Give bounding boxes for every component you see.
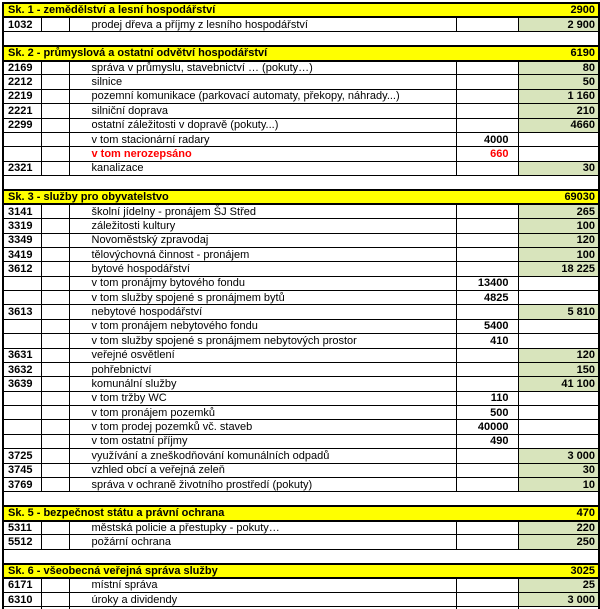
detail-value-cell[interactable]: 5400	[456, 319, 518, 333]
detail-value-cell[interactable]: 13400	[456, 276, 518, 290]
table-row	[3, 204, 599, 218]
code-cell[interactable]: 2299	[3, 118, 41, 132]
blank-cell[interactable]	[41, 463, 69, 477]
detail-value-cell[interactable]	[456, 233, 518, 247]
table-row	[3, 61, 599, 75]
description-cell[interactable]: v tom nerozepsáno	[69, 147, 456, 161]
table-row	[3, 147, 599, 161]
blank-cell[interactable]	[41, 161, 69, 175]
blank-cell[interactable]	[41, 592, 69, 606]
code-cell[interactable]: 3639	[3, 377, 41, 391]
description-cell[interactable]: ostatní záležitosti v dopravě (pokuty...)	[69, 118, 456, 132]
description-cell[interactable]: nebytové hospodářství	[69, 305, 456, 319]
blank-cell[interactable]	[41, 348, 69, 362]
value-cell[interactable]: 4660	[518, 118, 599, 132]
blank-cell[interactable]	[41, 362, 69, 376]
section-row	[3, 506, 599, 520]
table-row	[3, 161, 599, 175]
section-row	[3, 46, 599, 60]
section-total: 6190	[570, 47, 596, 60]
value-cell[interactable]	[518, 276, 599, 290]
blank-cell[interactable]	[41, 118, 69, 132]
code-cell[interactable]	[3, 420, 41, 434]
blank-cell[interactable]	[41, 319, 69, 333]
section-header-cell[interactable]	[3, 190, 599, 204]
description-cell[interactable]: městská policie a přestupky - pokuty…	[69, 521, 456, 535]
blank-cell[interactable]	[41, 334, 69, 348]
code-cell[interactable]	[3, 291, 41, 305]
detail-value-cell[interactable]: 40000	[456, 420, 518, 434]
detail-value-cell[interactable]: 110	[456, 391, 518, 405]
code-cell[interactable]: 3141	[3, 204, 41, 218]
detail-value-cell[interactable]	[456, 305, 518, 319]
description-cell[interactable]: v tom služby spojené s pronájmem bytů	[69, 291, 456, 305]
detail-value-cell[interactable]	[456, 521, 518, 535]
blank-cell[interactable]	[41, 477, 69, 491]
section-header-cell[interactable]	[3, 564, 599, 578]
detail-value-cell[interactable]: 500	[456, 406, 518, 420]
description-cell[interactable]: silniční doprava	[69, 104, 456, 118]
spacer-cell	[3, 492, 599, 506]
table-row	[3, 104, 599, 118]
value-cell[interactable]	[518, 334, 599, 348]
section-total: 2900	[570, 4, 596, 17]
code-cell[interactable]	[3, 276, 41, 290]
description-cell[interactable]: tělovýchovná činnost - pronájem	[69, 247, 456, 261]
blank-cell[interactable]	[41, 391, 69, 405]
code-cell[interactable]: 3612	[3, 262, 41, 276]
detail-value-cell[interactable]: 490	[456, 434, 518, 448]
value-cell[interactable]: 265	[518, 204, 599, 218]
section-header-cell[interactable]	[3, 3, 599, 17]
table-row	[3, 449, 599, 463]
detail-value-cell[interactable]	[456, 89, 518, 103]
table-row	[3, 334, 599, 348]
value-cell[interactable]: 18 225	[518, 262, 599, 276]
blank-cell[interactable]	[41, 75, 69, 89]
spacer-cell	[3, 549, 599, 563]
section-header-cell[interactable]	[3, 506, 599, 520]
code-cell[interactable]: 3319	[3, 219, 41, 233]
value-cell[interactable]: 3 000	[518, 449, 599, 463]
table-row	[3, 247, 599, 261]
code-cell[interactable]: 5512	[3, 535, 41, 549]
section-total: 3025	[570, 564, 596, 577]
table-row	[3, 377, 599, 391]
detail-value-cell[interactable]: 660	[456, 147, 518, 161]
code-cell[interactable]	[3, 406, 41, 420]
table-row	[3, 391, 599, 405]
detail-value-cell[interactable]	[456, 104, 518, 118]
description-cell[interactable]: místní správa	[69, 578, 456, 592]
blank-cell[interactable]	[41, 104, 69, 118]
table-row	[3, 262, 599, 276]
value-cell[interactable]: 10	[518, 477, 599, 491]
description-cell[interactable]: úroky a dividendy	[69, 592, 456, 606]
detail-value-cell[interactable]	[456, 362, 518, 376]
code-cell[interactable]: 6310	[3, 592, 41, 606]
value-cell[interactable]	[518, 132, 599, 146]
code-cell[interactable]: 3769	[3, 477, 41, 491]
description-cell[interactable]: v tom pronájem nebytového fondu	[69, 319, 456, 333]
spacer-row	[3, 549, 599, 563]
blank-cell[interactable]	[41, 420, 69, 434]
value-cell[interactable]: 150	[518, 362, 599, 376]
table-row	[3, 521, 599, 535]
description-cell[interactable]: pohřebnictví	[69, 362, 456, 376]
section-row	[3, 3, 599, 17]
value-cell[interactable]: 210	[518, 104, 599, 118]
blank-cell[interactable]	[41, 219, 69, 233]
value-cell[interactable]: 3 000	[518, 592, 599, 606]
value-cell[interactable]: 30	[518, 463, 599, 477]
code-cell[interactable]	[3, 434, 41, 448]
code-cell[interactable]: 3419	[3, 247, 41, 261]
code-cell[interactable]: 5311	[3, 521, 41, 535]
description-cell[interactable]: kanalizace	[69, 161, 456, 175]
description-cell[interactable]: v tom tržby WC	[69, 391, 456, 405]
value-cell[interactable]	[518, 147, 599, 161]
value-cell[interactable]	[518, 420, 599, 434]
section-label: Sk. 6 - všeobecná veřejná správa služby	[8, 564, 218, 577]
table-row	[3, 305, 599, 319]
value-cell[interactable]: 120	[518, 348, 599, 362]
blank-cell[interactable]	[41, 89, 69, 103]
section-label: Sk. 2 - průmyslová a ostatní odvětví hospodářství	[8, 47, 268, 60]
description-cell[interactable]: požární ochrana	[69, 535, 456, 549]
blank-cell[interactable]	[41, 377, 69, 391]
value-cell[interactable]	[518, 291, 599, 305]
code-cell[interactable]	[3, 334, 41, 348]
blank-cell[interactable]	[41, 276, 69, 290]
description-cell[interactable]: v tom stacionární radary	[69, 132, 456, 146]
description-cell[interactable]: Novoměstský zpravodaj	[69, 233, 456, 247]
detail-value-cell[interactable]	[456, 262, 518, 276]
blank-cell[interactable]	[41, 132, 69, 146]
section-label: Sk. 3 - služby pro obyvatelstvo	[8, 191, 169, 204]
value-cell[interactable]	[518, 434, 599, 448]
budget-table-body	[3, 3, 599, 609]
detail-value-cell[interactable]	[456, 204, 518, 218]
section-total: 470	[576, 507, 596, 520]
detail-value-cell[interactable]	[456, 161, 518, 175]
blank-cell[interactable]	[41, 233, 69, 247]
table-row	[3, 276, 599, 290]
blank-cell[interactable]	[41, 535, 69, 549]
value-cell[interactable]: 2 900	[518, 17, 599, 31]
detail-value-cell[interactable]: 4825	[456, 291, 518, 305]
table-row	[3, 592, 599, 606]
table-row	[3, 578, 599, 592]
description-cell[interactable]: využívání a zneškodňování komunálních odpadů	[69, 449, 456, 463]
budget-table	[2, 2, 600, 609]
section-header	[4, 191, 598, 203]
code-cell[interactable]	[3, 319, 41, 333]
table-row	[3, 434, 599, 448]
blank-cell[interactable]	[41, 204, 69, 218]
description-cell[interactable]: bytové hospodářství	[69, 262, 456, 276]
detail-value-cell[interactable]	[456, 535, 518, 549]
table-row	[3, 362, 599, 376]
table-row	[3, 535, 599, 549]
code-cell[interactable]: 3349	[3, 233, 41, 247]
description-cell[interactable]: komunální služby	[69, 377, 456, 391]
value-cell[interactable]: 100	[518, 247, 599, 261]
blank-cell[interactable]	[41, 147, 69, 161]
table-row	[3, 233, 599, 247]
blank-cell[interactable]	[41, 434, 69, 448]
table-row	[3, 132, 599, 146]
section-label: Sk. 1 - zemědělství a lesní hospodářství	[8, 4, 216, 17]
table-row	[3, 348, 599, 362]
code-cell[interactable]: 2321	[3, 161, 41, 175]
detail-value-cell[interactable]	[456, 449, 518, 463]
code-cell[interactable]: 3725	[3, 449, 41, 463]
value-cell[interactable]: 5 810	[518, 305, 599, 319]
detail-value-cell[interactable]	[456, 247, 518, 261]
value-cell[interactable]: 50	[518, 75, 599, 89]
detail-value-cell[interactable]	[456, 377, 518, 391]
detail-value-cell[interactable]	[456, 75, 518, 89]
table-row	[3, 118, 599, 132]
detail-value-cell[interactable]	[456, 61, 518, 75]
table-row	[3, 420, 599, 434]
description-cell[interactable]: v tom pronájem pozemků	[69, 406, 456, 420]
code-cell[interactable]: 2212	[3, 75, 41, 89]
section-total: 69030	[564, 191, 596, 204]
code-cell[interactable]: 3631	[3, 348, 41, 362]
value-cell[interactable]: 250	[518, 535, 599, 549]
spacer-cell	[3, 176, 599, 190]
description-cell[interactable]: vzhled obcí a veřejná zeleň	[69, 463, 456, 477]
detail-value-cell[interactable]	[456, 463, 518, 477]
description-cell[interactable]: správa v průmyslu, stavebnictví … (pokuty…)	[69, 61, 456, 75]
blank-cell[interactable]	[41, 578, 69, 592]
section-header	[4, 507, 598, 519]
code-cell[interactable]: 2169	[3, 61, 41, 75]
code-cell[interactable]: 1032	[3, 17, 41, 31]
description-cell[interactable]: pozemní komunikace (parkovací automaty, překopy, náhrady...)	[69, 89, 456, 103]
detail-value-cell[interactable]	[456, 592, 518, 606]
blank-cell[interactable]	[41, 521, 69, 535]
value-cell[interactable]: 100	[518, 219, 599, 233]
value-cell[interactable]	[518, 319, 599, 333]
blank-cell[interactable]	[41, 17, 69, 31]
detail-value-cell[interactable]: 410	[456, 334, 518, 348]
section-label: Sk. 5 - bezpečnost státu a právní ochrana	[8, 507, 225, 520]
blank-cell[interactable]	[41, 406, 69, 420]
description-cell[interactable]: veřejné osvětlení	[69, 348, 456, 362]
spacer-cell	[3, 32, 599, 46]
description-cell[interactable]: školní jídelny - pronájem ŠJ Střed	[69, 204, 456, 218]
value-cell[interactable]	[518, 391, 599, 405]
code-cell[interactable]: 2219	[3, 89, 41, 103]
table-row	[3, 89, 599, 103]
detail-value-cell[interactable]	[456, 118, 518, 132]
value-cell[interactable]: 25	[518, 578, 599, 592]
code-cell[interactable]: 6171	[3, 578, 41, 592]
value-cell[interactable]: 80	[518, 61, 599, 75]
value-cell[interactable]	[518, 406, 599, 420]
value-cell[interactable]: 220	[518, 521, 599, 535]
section-header-cell[interactable]	[3, 46, 599, 60]
table-row	[3, 219, 599, 233]
description-cell[interactable]: v tom prodej pozemků vč. staveb	[69, 420, 456, 434]
description-cell[interactable]: silnice	[69, 75, 456, 89]
spacer-row	[3, 176, 599, 190]
value-cell[interactable]: 1 160	[518, 89, 599, 103]
spacer-row	[3, 492, 599, 506]
section-header	[4, 4, 598, 16]
description-cell[interactable]: prodej dřeva a příjmy z lesního hospodářství	[69, 17, 456, 31]
blank-cell[interactable]	[41, 305, 69, 319]
code-cell[interactable]: 3632	[3, 362, 41, 376]
value-cell[interactable]: 120	[518, 233, 599, 247]
table-row	[3, 75, 599, 89]
code-cell[interactable]	[3, 391, 41, 405]
section-row	[3, 564, 599, 578]
description-cell[interactable]: správa v ochraně životního prostředí (pokuty)	[69, 477, 456, 491]
spacer-row	[3, 32, 599, 46]
blank-cell[interactable]	[41, 449, 69, 463]
description-cell[interactable]: v tom pronájmy bytového fondu	[69, 276, 456, 290]
detail-value-cell[interactable]	[456, 17, 518, 31]
code-cell[interactable]	[3, 147, 41, 161]
code-cell[interactable]	[3, 132, 41, 146]
detail-value-cell[interactable]	[456, 578, 518, 592]
detail-value-cell[interactable]: 4000	[456, 132, 518, 146]
table-row	[3, 319, 599, 333]
value-cell[interactable]: 41 100	[518, 377, 599, 391]
table-row	[3, 477, 599, 491]
section-header	[4, 565, 598, 577]
detail-value-cell[interactable]	[456, 348, 518, 362]
detail-value-cell[interactable]	[456, 219, 518, 233]
table-row	[3, 463, 599, 477]
table-row	[3, 406, 599, 420]
value-cell[interactable]: 30	[518, 161, 599, 175]
code-cell[interactable]: 2221	[3, 104, 41, 118]
code-cell[interactable]: 3745	[3, 463, 41, 477]
table-row	[3, 291, 599, 305]
blank-cell[interactable]	[41, 291, 69, 305]
table-row	[3, 17, 599, 31]
blank-cell[interactable]	[41, 262, 69, 276]
blank-cell[interactable]	[41, 247, 69, 261]
description-cell[interactable]: v tom služby spojené s pronájmem nebytových prostor	[69, 334, 456, 348]
detail-value-cell[interactable]	[456, 477, 518, 491]
description-cell[interactable]: záležitosti kultury	[69, 219, 456, 233]
blank-cell[interactable]	[41, 61, 69, 75]
section-header	[4, 47, 598, 59]
code-cell[interactable]: 3613	[3, 305, 41, 319]
section-row	[3, 190, 599, 204]
description-cell[interactable]: v tom ostatní příjmy	[69, 434, 456, 448]
